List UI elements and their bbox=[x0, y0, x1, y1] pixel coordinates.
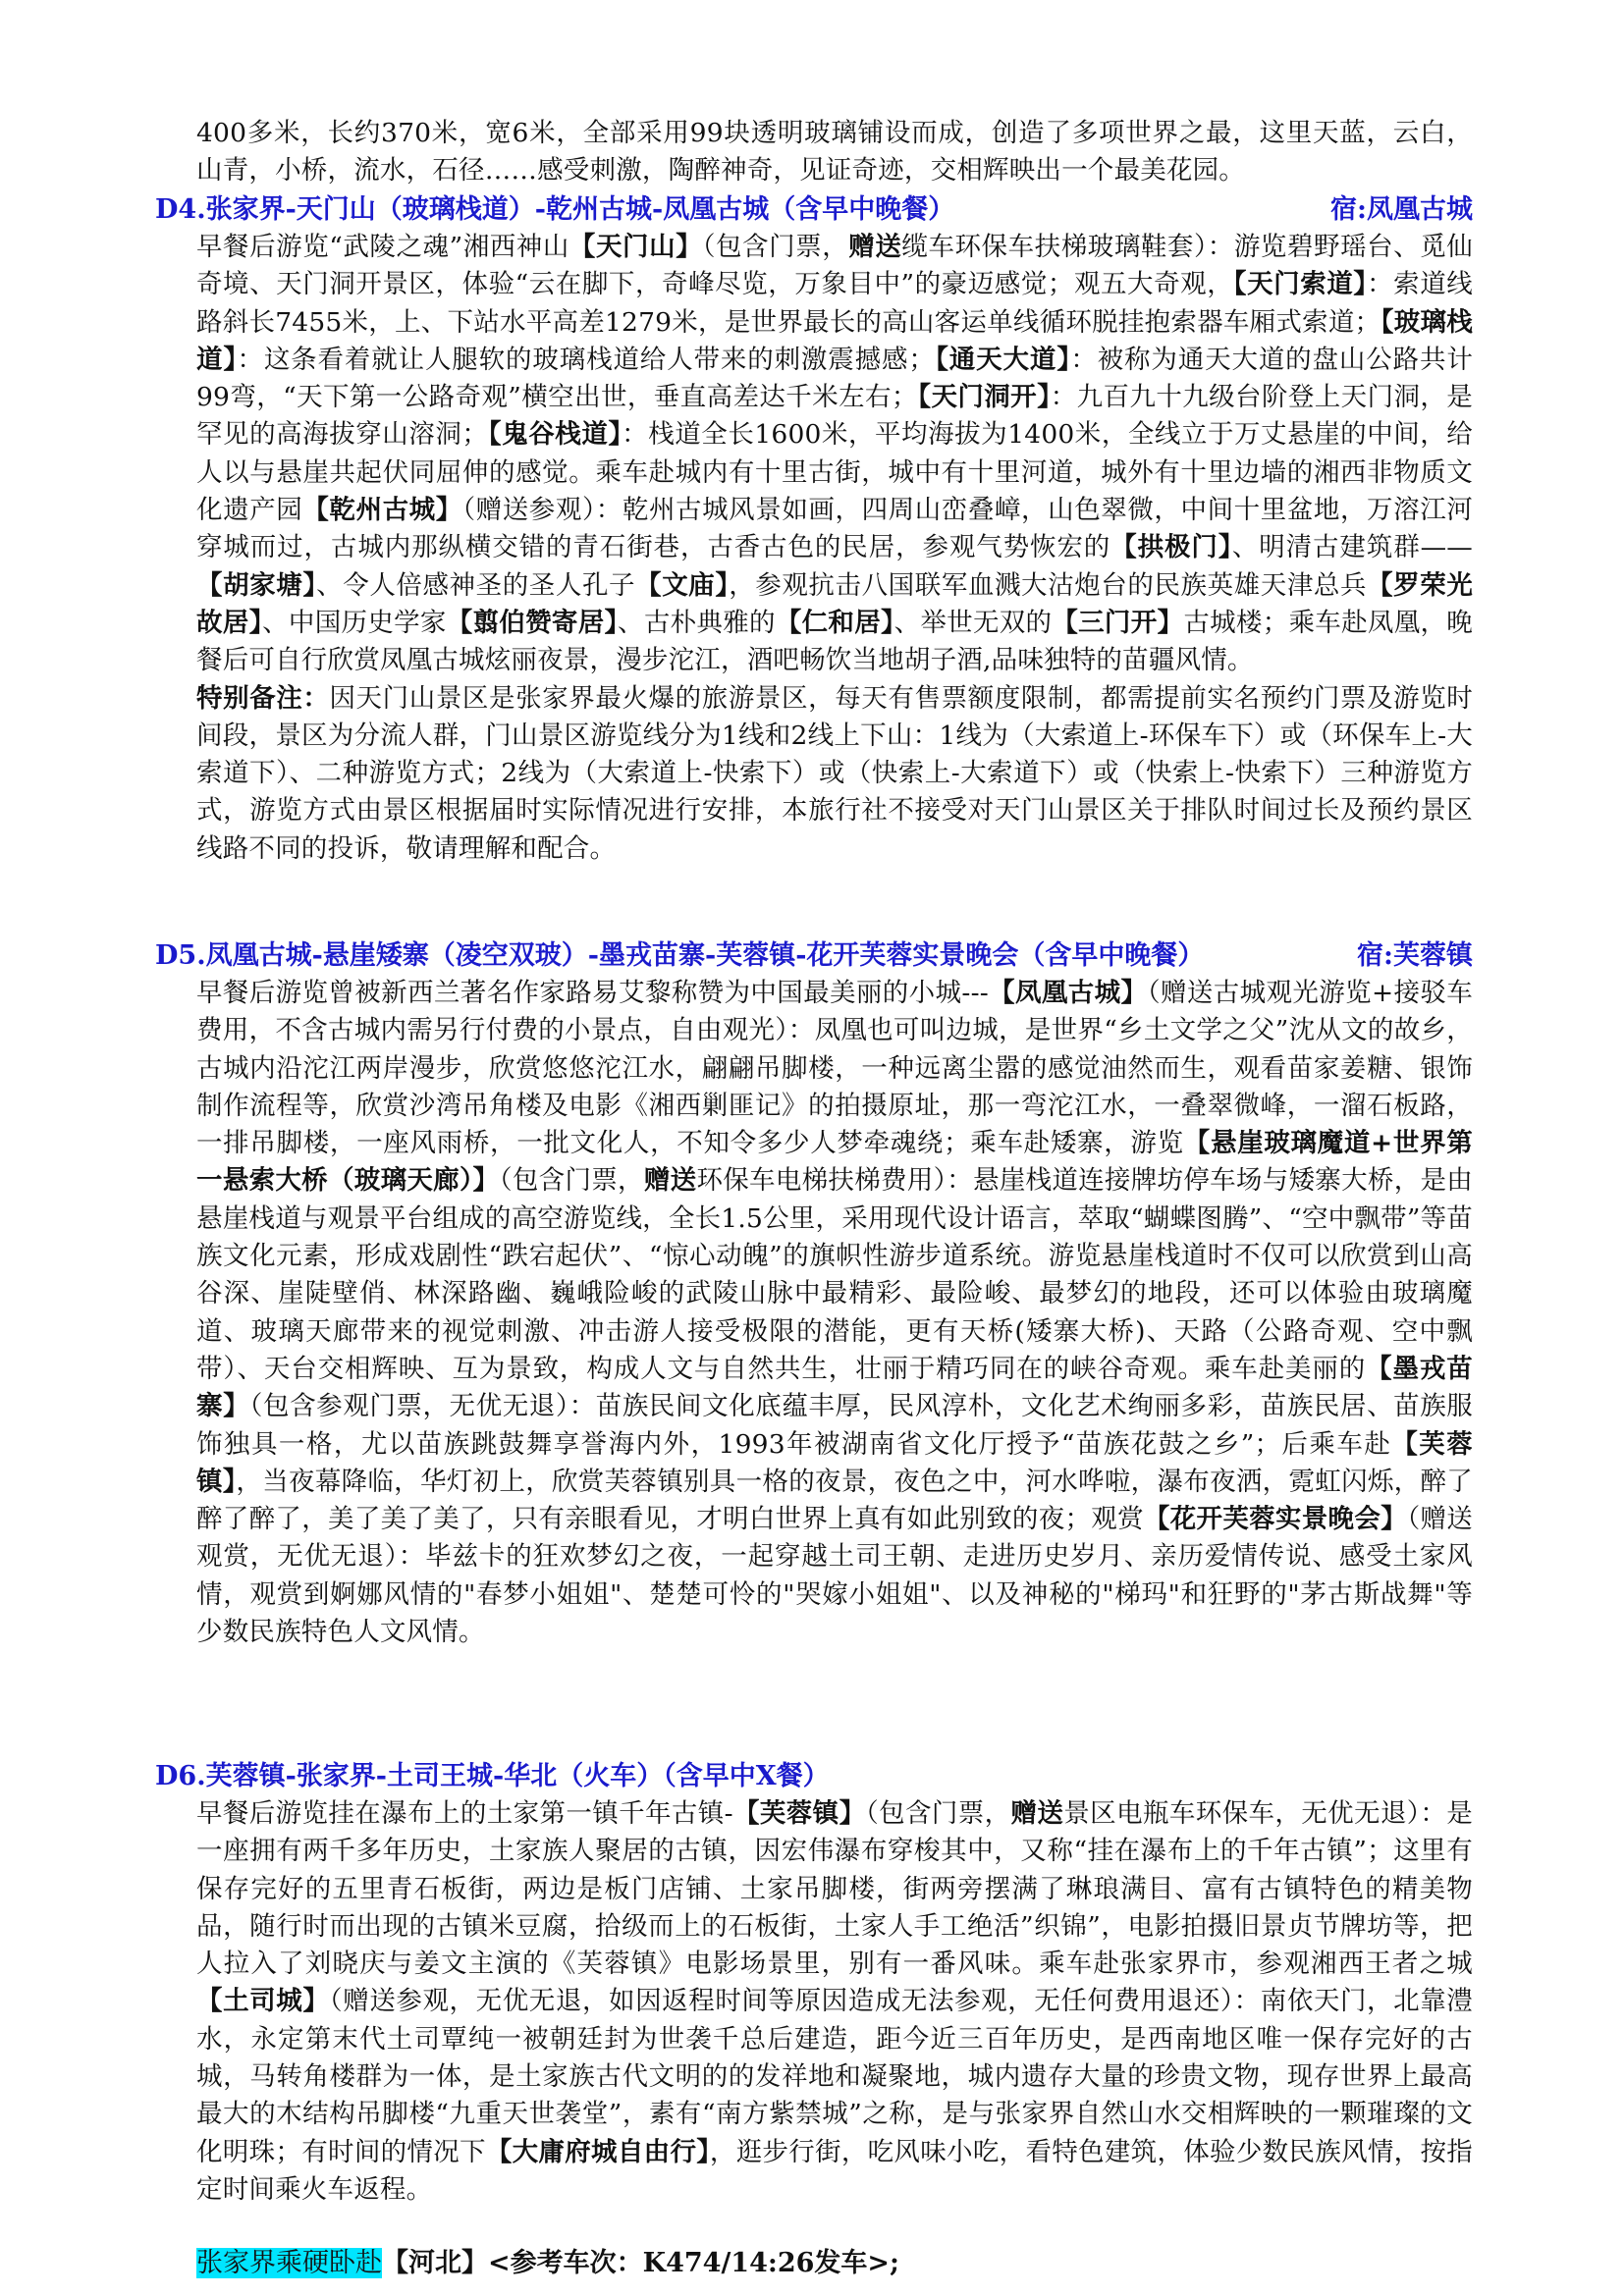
attraction-name: 【芙蓉镇】 bbox=[196, 1428, 1473, 1497]
day5-heading bbox=[155, 937, 1473, 975]
text: ：栈道全长1600米，平均海拔为1400米，全线立于万丈悬崖的中间，给人以与悬崖共起伏同屈伸的感觉。乘车赴城内有十里古街，城中有十里河道，城外有十里边墙的湘西非物质文化遗产园 bbox=[196, 419, 1474, 526]
attraction-name: 【通天大道】 bbox=[935, 344, 1071, 375]
text: （包含参观门票，无优无退）：苗族民间文化底蕴丰厚，民风淳朴，文化艺术绚丽多彩，苗族民居、苗族服饰独具一格，尤以苗族跳鼓舞享誉海内外，1993年被湖南省文化厅授予“苗族花鼓之乡”；后乘车赴 bbox=[196, 1391, 1474, 1460]
attraction-name: 【拱极门】 bbox=[1110, 532, 1232, 563]
attraction-name: 【乾州古城】 bbox=[302, 495, 462, 526]
attraction-name: 【悬崖玻璃魔道+世界第一悬索大桥（玻璃天廊）】 bbox=[196, 1128, 1473, 1197]
special-note-text: 因天门山景区是张家界最火爆的旅游景区，每天有售票额度限制，都需提前实名预约门票及游览时间段，景区为分流人群，门山景区游览线分为1线和2线上下山：1线为（大索道上-环保车下）或（环保车上-大索道下）、二种游览方式；2线为（大索道上-快索下）或（快索上-大索道下）或（快索上-快索下）三种游览方式，游览方式由景区根据届时实际情况进行安排，本旅行社不接受对天门山景区关于排队时间过长及预约景区线路不同的投诉，敬请理解和配合。 bbox=[196, 682, 1474, 864]
gift-label: 赠送 bbox=[1010, 1798, 1064, 1829]
gift-label: 赠送 bbox=[848, 232, 902, 262]
attraction-name: 【芙蓉镇】 bbox=[732, 1798, 866, 1829]
text: （赠送参观，无优无退，如因返程时间等原因造成无法参观，无任何费用退还）：南依天门，北靠澧水，永定第末代土司覃纯一被朝廷封为世袭千总后建造，距今近三百年历史，是西南地区唯一保存完好的古城，马转角楼群为一体，是土家族古代文明的的发祥地和凝聚地，城内遗存大量的珍贵文物，现存世界上最高最大的木结构吊脚楼“九重天世袭堂”，素有“南方紫禁城”之称，是与张家界自然山水交相辉映的一颗璀璨的文化明珠；有时间的情况下 bbox=[196, 1986, 1473, 2167]
day4-stay: 宿:凤凰古城 bbox=[1330, 194, 1473, 225]
attraction-name: 【大庸府城自由行】 bbox=[485, 2136, 710, 2167]
day6-title: D6.芙蓉镇-张家界-土司王城-华北（火车）（含早中X餐） bbox=[155, 1761, 830, 1791]
text: 环保车电梯扶梯费用）：悬崖栈道连接牌坊停车场与矮寨大桥，是由悬崖栈道与观景平台组成的高空游览线，全长1.5公里，采用现代设计语言，萃取“蝴蝶图腾”、“空中飘带”等苗族文化元素，形成戏剧性“跌宕起伏”、“惊心动魄”的旗帜性游步道系统。游览悬崖栈道时不仅可以欣赏到山高谷深、崖陡壁俏、林深路幽、巍峨险峻的武陵山脉中最精彩、最险峻、最梦幻的地段，还可以体验由玻璃魔道、玻璃天廊带来的视觉刺激、冲击游人接受极限的潜能，更有天桥(矮寨大桥)、天路（公路奇观、空中飘带）、天台交相辉映、互为景致，构成人文与自然共生，壮丽于精巧同在的峡谷奇观。乘车赴美丽的 bbox=[196, 1165, 1473, 1384]
day4-paragraph bbox=[196, 229, 1473, 868]
day4-heading bbox=[155, 191, 1473, 229]
text: 、中国历史学家 bbox=[262, 607, 447, 638]
attraction-name: 【天门山】 bbox=[568, 232, 703, 262]
text: 古城楼；乘车赴凤凰，晚餐后可自行欣赏凤凰古城炫丽夜景，漫步沱江，酒吧畅饮当地胡子酒,品味独特的苗疆风情。 bbox=[196, 607, 1473, 676]
text: 缆车环保车扶梯玻璃鞋套）：游览碧野瑶台、觅仙奇境、天门洞开景区，体验“云在脚下，奇峰尽览，万象目中”的豪迈感觉；观五大奇观， bbox=[196, 232, 1473, 300]
text: （赠送参观）：乾州古城风景如画，四周山峦叠嶂，山色翠微，中间十里盆地，万溶江河穿城而过，古城内那纵横交错的青石街巷，古香古色的民居，参观气势恢宏的 bbox=[196, 495, 1473, 563]
attraction-name: 【花开芙蓉实景晚会】 bbox=[1143, 1504, 1407, 1535]
text: ，逛步行街，吃风味小吃，看特色建筑，体验少数民族风情，按指定时间乘火车返程。 bbox=[196, 2136, 1473, 2205]
intro-text: 400多米，长约370米，宽6米，全部采用99块透明玻璃铺设而成，创造了多项世界之最，这里天蓝，云白，山青，小桥，流水，石径……感受刺激，陶醉神奇，见证奇迹，交相辉映出一个最美花园。 bbox=[196, 118, 1473, 187]
special-note-label: 特别备注： bbox=[196, 682, 330, 714]
train-info-line bbox=[196, 2245, 899, 2282]
text: 、明清古建筑群—— bbox=[1231, 532, 1473, 563]
attraction-name: 【仁和居】 bbox=[775, 607, 894, 638]
text: （包含门票， bbox=[499, 1165, 644, 1197]
text: （包含门票， bbox=[702, 232, 849, 262]
attraction-name: 【玻璃栈道】 bbox=[196, 306, 1473, 375]
text: ：九百九十九级台阶登上天门洞，是罕见的高海拔穿山溶洞； bbox=[196, 382, 1473, 451]
text: 、令人倍感神圣的圣人孔子 bbox=[316, 569, 636, 601]
day5-paragraph bbox=[196, 975, 1473, 1651]
text: ，参观抗击八国联军血溅大沽炮台的民族英雄天津总兵 bbox=[729, 569, 1368, 601]
text: 、举世无双的 bbox=[893, 607, 1053, 638]
attraction-name: 【罗荣光故居】 bbox=[196, 569, 1474, 638]
attraction-name: 【天门索道】 bbox=[1233, 269, 1368, 300]
attraction-name: 【墨戎苗寨】 bbox=[196, 1353, 1473, 1422]
text: ：这条看着就让人腿软的玻璃栈道给人带来的刺激震撼感； bbox=[237, 344, 936, 375]
day4-title: D4.张家界-天门山（玻璃栈道）-乾州古城-凤凰古城（含早中晚餐） bbox=[155, 194, 955, 225]
gift-label: 赠送 bbox=[643, 1165, 697, 1197]
day6-heading bbox=[155, 1758, 1473, 1795]
attraction-name: 【文庙】 bbox=[635, 569, 730, 601]
day5-title: D5.凤凰古城-悬崖矮寨（凌空双玻）-墨戎苗寨-芙蓉镇-花开芙蓉实景晚会（含早中晚餐） bbox=[155, 940, 1205, 971]
attraction-name: 【天门洞开】 bbox=[917, 382, 1051, 413]
text: ，当夜幕降临，华灯初上，欣赏芙蓉镇别具一格的夜景，夜色之中，河水哗啦，瀑布夜洒，霓虹闪烁，醉了醉了醉了，美了美了美了，只有亲眼看见，才明白世界上真有如此别致的夜；观赏 bbox=[196, 1466, 1473, 1535]
attraction-name: 【土司城】 bbox=[196, 1986, 330, 2017]
train-label: 张家界乘硬卧赴 bbox=[196, 2248, 382, 2278]
text: ：索道线路斜长7455米，上、下站水平高差1279米，是世界最长的高山客运单线循环脱挂抱索器车厢式索道； bbox=[196, 269, 1473, 338]
text: （赠送古城观光游览+接驳车费用，不含古城内需另行付费的小景点，自由观光）：凤凰也可叫边城，是世界“乡土文学之父”沈从文的故乡，古城内沿沱江两岸漫步，欣赏悠悠沱江水，翩翩吊脚楼，一种远离尘嚣的感觉油然而生，观看苗家姜糖、银饰制作流程等，欣赏沙湾吊角楼及电影《湘西剿匪记》的拍摄原址，那一弯沱江水，一叠翠微峰，一溜石板路，一排吊脚楼，一座风雨桥，一批文化人，不知令多少人梦牵魂绕；乘车赴矮寨，游览 bbox=[196, 978, 1473, 1159]
text: 早餐后游览曾被新西兰著名作家路易艾黎称赞为中国最美丽的小城--- bbox=[196, 978, 989, 1008]
text: 早餐后游览“武陵之魂”湘西神山 bbox=[196, 232, 569, 262]
day5-stay: 宿:芙蓉镇 bbox=[1357, 940, 1473, 971]
intro-paragraph bbox=[196, 115, 1473, 190]
text: ：被称为通天大道的盘山公路共计99弯，“天下第一公路奇观”横空出世，垂直高差达千米左右； bbox=[196, 344, 1474, 413]
attraction-name: 【三门开】 bbox=[1052, 607, 1184, 638]
train-destination: 【河北】 bbox=[382, 2248, 488, 2278]
attraction-name: 【胡家塘】 bbox=[196, 569, 317, 601]
text: 早餐后游览挂在瀑布上的土家第一镇千年古镇- bbox=[196, 1798, 733, 1829]
attraction-name: 【鬼谷栈道】 bbox=[488, 419, 623, 451]
train-schedule: <参考车次：K474/14:26发车>; bbox=[488, 2248, 900, 2278]
day6-paragraph bbox=[196, 1795, 1473, 2209]
attraction-name: 【翦伯赞寄居】 bbox=[446, 607, 619, 638]
text: （包含门票， bbox=[865, 1798, 1011, 1829]
attraction-name: 【凤凰古城】 bbox=[988, 978, 1148, 1008]
text: 景区电瓶车环保车，无优无退）：是一座拥有两千多年历史，土家族人聚居的古镇，因宏伟瀑布穿梭其中，又称“挂在瀑布上的千年古镇”；这里有保存完好的五里青石板街，两边是板门店铺、土家吊脚楼，街两旁摆满了琳琅满目、富有古镇特色的精美物品，随行时而出现的古镇米豆腐，拾级而上的石板街，土家人手工绝活”织锦”，电影拍摄旧景贞节牌坊等，把人拉入了刘晓庆与姜文主演的《芙蓉镇》电影场景里，别有一番风味。乘车赴张家界市，参观湘西王者之城 bbox=[196, 1798, 1474, 1980]
text: 、古朴典雅的 bbox=[618, 607, 776, 638]
text: （赠送观赏，无优无退）：毕兹卡的狂欢梦幻之夜，一起穿越土司王朝、走进历史岁月、亲历爱情传说、感受土家风情，观赏到婀娜风情的"春梦小姐姐"、楚楚可怜的"哭嫁小姐姐"、以及神秘的"梯玛"和狂野的"茅古斯战舞"等少数民族特色人文风情。 bbox=[196, 1504, 1473, 1648]
